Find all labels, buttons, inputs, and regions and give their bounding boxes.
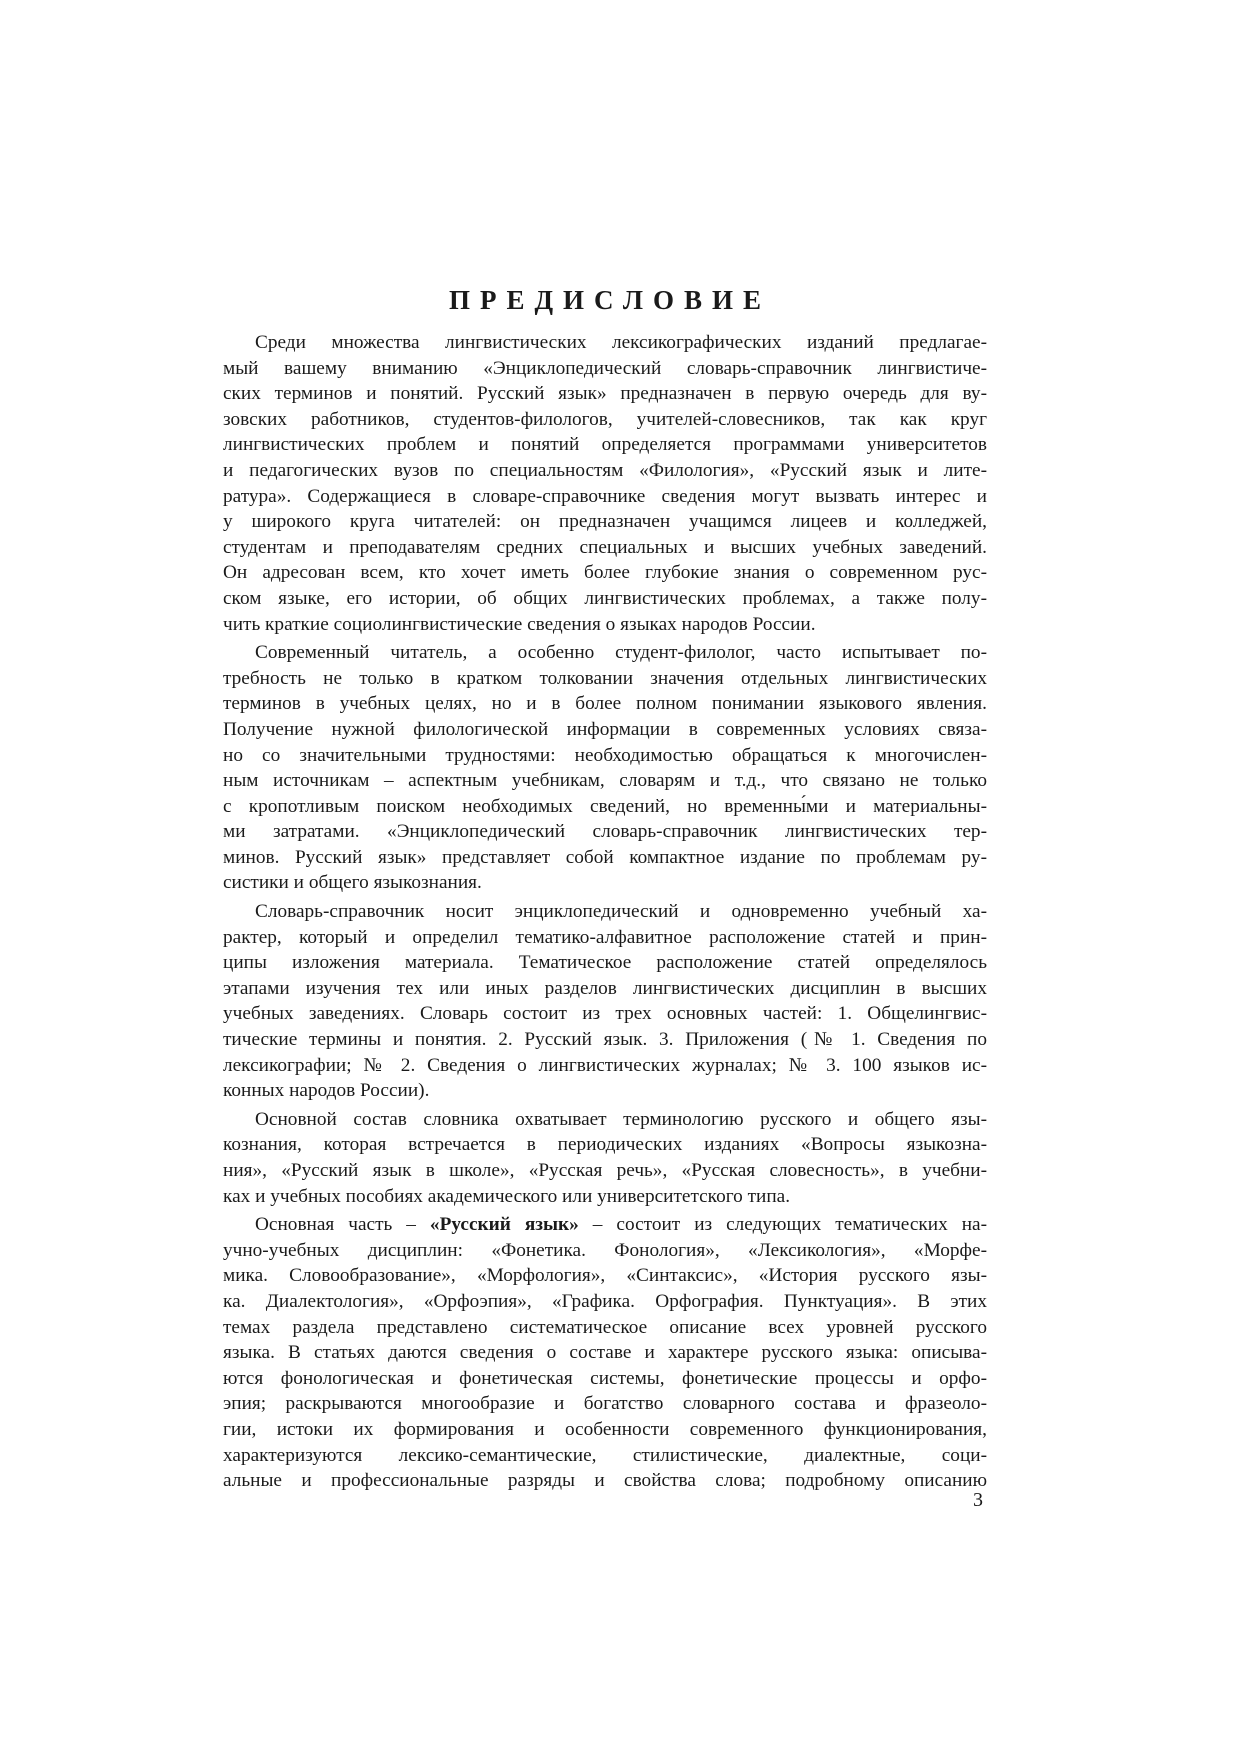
page-number: 3 bbox=[973, 1489, 983, 1511]
text-line: альные и профессиональные разряды и свойства слова; подробному описанию bbox=[223, 1470, 987, 1492]
text-line: ском языке, его истории, об общих лингвистических проблемах, а также полу- bbox=[223, 587, 987, 609]
text-line: с кропотливым поиском необходимых сведений, но временны́ми и материальны- bbox=[223, 795, 987, 817]
text-line: учебных заведениях. Словарь состоит из трех основных частей: 1. Общелингвис- bbox=[223, 1003, 987, 1025]
text-line: зовских работников, студентов-филологов, учителей-словесников, так как круг bbox=[223, 408, 987, 430]
text-line: учно-учебных дисциплин: «Фонетика. Фонология», «Лексикология», «Морфе- bbox=[223, 1239, 987, 1261]
text-line: Современный читатель, а особенно студент-филолог, часто испытывает по- bbox=[255, 642, 987, 664]
text-line: эпия; раскрываются многообразие и богатство словарного состава и фразеоло- bbox=[223, 1393, 987, 1415]
text-line: лингвистических проблем и понятий определяется программами университетов bbox=[223, 434, 987, 456]
page-title: ПРЕДИСЛОВИЕ bbox=[448, 285, 772, 315]
text-line: характеризуются лексико-семантические, стилистические, диалектные, соци- bbox=[223, 1444, 987, 1466]
text-line: требность не только в кратком толковании значения отдельных лингвистических bbox=[223, 667, 987, 689]
text-line: гии, истоки их формирования и особенности современного функционирования, bbox=[223, 1418, 987, 1440]
text-line: и педагогических вузов по специальностям «Филология», «Русский язык и лите- bbox=[223, 459, 987, 481]
text-line: Основная часть – «Русский язык» – состоит из следующих тематических на- bbox=[255, 1214, 987, 1236]
paragraph bbox=[223, 1212, 987, 1494]
text-line: Он адресован всем, кто хочет иметь более глубокие знания о современном рус- bbox=[223, 562, 987, 584]
text-line: мика. Словообразование», «Морфология», «Синтаксис», «История русского язы- bbox=[223, 1265, 987, 1287]
text-line: но со значительными трудностями: необходимостью обращаться к многочислен- bbox=[223, 744, 987, 766]
text-line: Основной состав словника охватывает терминологию русского и общего язы- bbox=[255, 1108, 987, 1130]
text-line: ципы изложения материала. Тематическое расположение статей определялось bbox=[223, 952, 987, 974]
text-line: терминов в учебных целях, но и в более полном понимании языкового явления. bbox=[223, 693, 987, 715]
text-line: ратура». Содержащиеся в словаре-справочнике сведения могут вызвать интерес и bbox=[223, 485, 987, 507]
text-line: ка. Диалектология», «Орфоэпия», «Графика. Орфография. Пунктуация». В этих bbox=[223, 1290, 987, 1312]
text-line: языка. В статьях даются сведения о составе и характере русского языка: описыва- bbox=[223, 1342, 987, 1364]
paragraph bbox=[223, 1107, 987, 1209]
page-body bbox=[223, 282, 987, 1494]
text-line: тические термины и понятия. 2. Русский язык. 3. Приложения (№ 1. Сведения по bbox=[223, 1029, 987, 1051]
text-line: ным источникам – аспектным учебникам, словарям и т.д., что связано не только bbox=[223, 770, 987, 792]
text-line: ми затратами. «Энциклопедический словарь-справочник лингвистических тер- bbox=[223, 821, 987, 843]
text-line: конных народов России). bbox=[223, 1080, 430, 1102]
text-line: систики и общего языкознания. bbox=[223, 872, 482, 894]
text-line: студентам и преподавателям средних специальных и высших учебных заведений. bbox=[223, 536, 987, 558]
section-name: «Русский язык» bbox=[429, 1214, 579, 1236]
text-line: ках и учебных пособиях академического или университетского типа. bbox=[223, 1185, 791, 1207]
text-line: ния», «Русский язык в школе», «Русская речь», «Русская словесность», в учебни- bbox=[223, 1160, 987, 1181]
text-line: у широкого круга читателей: он предназначен учащимся лицеев и колледжей, bbox=[223, 511, 987, 533]
text-line: темах раздела представлено систематическое описание всех уровней русского bbox=[223, 1316, 987, 1338]
text-line: рактер, который и определил тематико-алфавитное расположение статей и прин- bbox=[223, 926, 987, 948]
paragraph bbox=[223, 899, 987, 1104]
text-line: лексикографии; № 2. Сведения о лингвистических журналах; № 3. 100 языков ис- bbox=[223, 1054, 987, 1076]
text-line: мый вашему вниманию «Энциклопедический словарь-справочник лингвистиче- bbox=[223, 357, 987, 379]
text-line: кознания, которая встречается в периодических изданиях «Вопросы языкозна- bbox=[223, 1134, 987, 1156]
preface-text bbox=[223, 330, 987, 1494]
text-line: Словарь-справочник носит энциклопедический и одновременно учебный ха- bbox=[255, 901, 987, 923]
text-line: этапами изучения тех или иных разделов лингвистических дисциплин в высших bbox=[223, 977, 987, 999]
paragraph bbox=[223, 330, 987, 637]
text-line: ются фонологическая и фонетическая системы, фонетические процессы и орфо- bbox=[223, 1367, 987, 1389]
paragraph bbox=[223, 640, 987, 896]
text-line: ских терминов и понятий. Русский язык» предназначен в первую очередь для ву- bbox=[223, 383, 987, 405]
text-line: Получение нужной филологической информации в современных условиях связа- bbox=[223, 718, 987, 740]
text-line: чить краткие социолингвистические сведения о языках народов России. bbox=[223, 613, 816, 635]
text-line: минов. Русский язык» представляет собой компактное издание по проблемам ру- bbox=[223, 846, 987, 868]
text-line: Среди множества лингвистических лексикографических изданий предлагае- bbox=[255, 332, 987, 353]
